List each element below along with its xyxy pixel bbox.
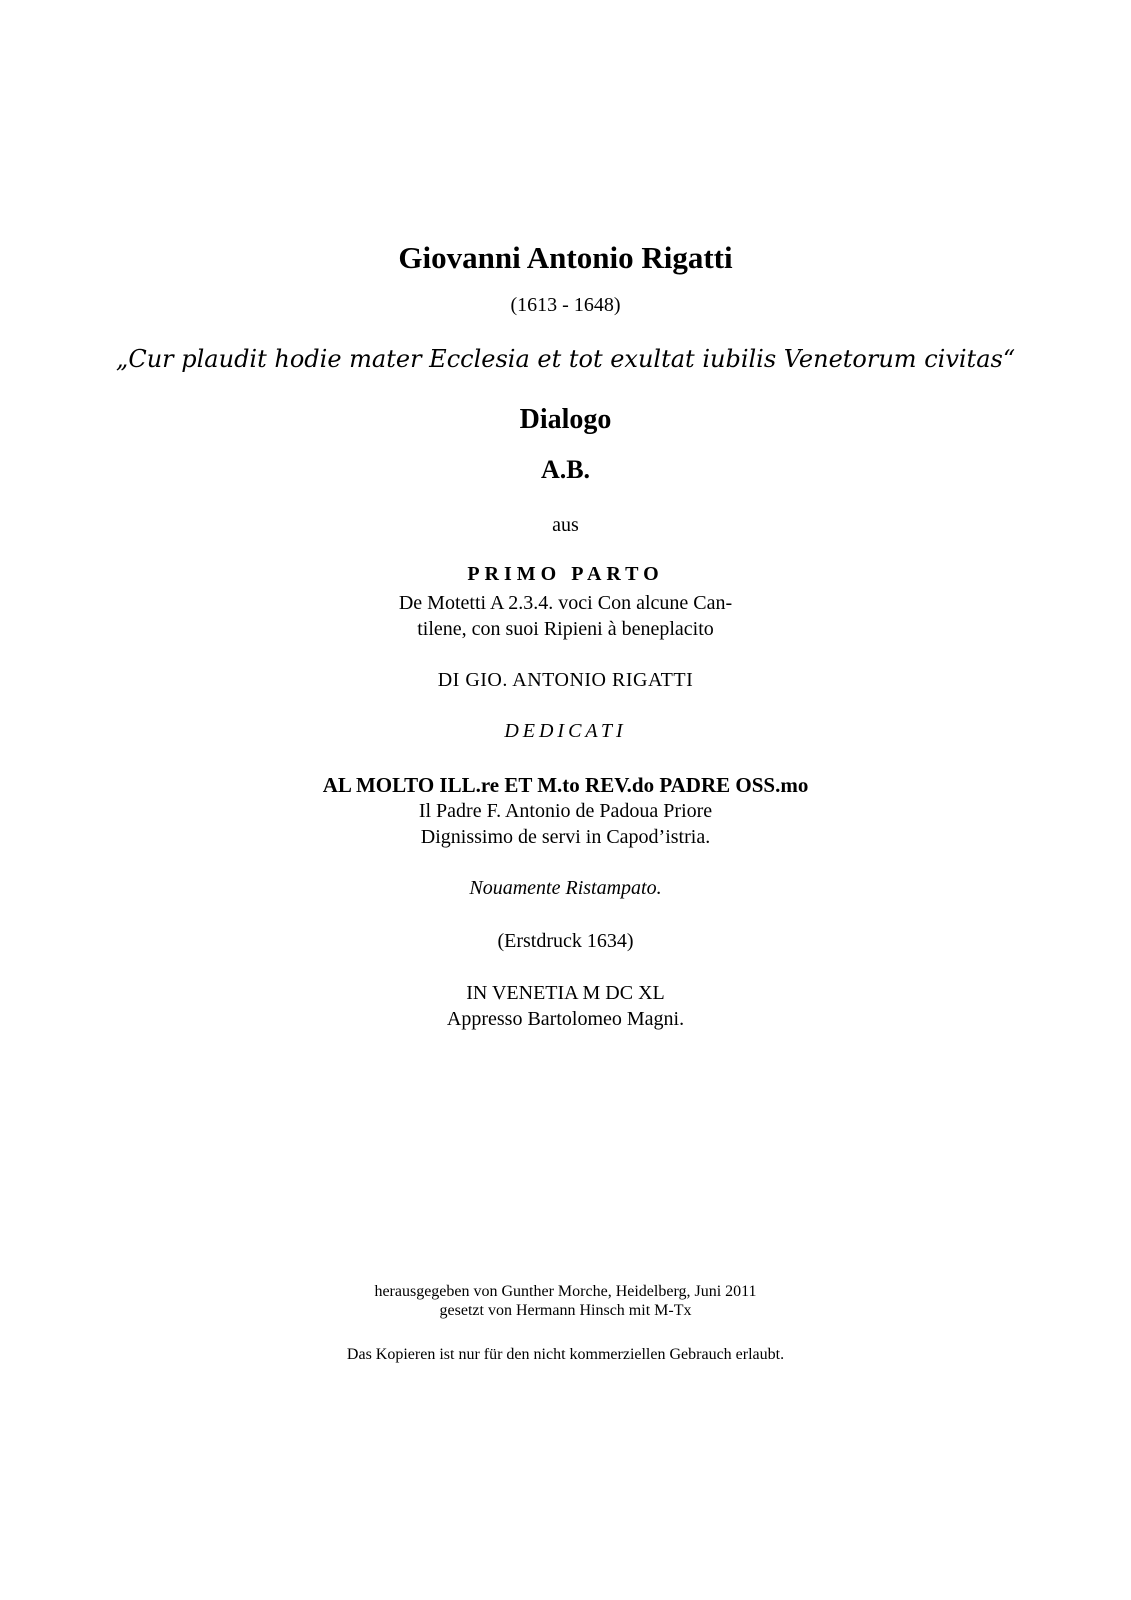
dedicatee-name: Il Padre F. Antonio de Padoua Priore: [418, 800, 713, 822]
source-composer-line: DI GIO. ANTONIO RIGATTI: [437, 669, 694, 691]
work-type: Dialogo: [519, 404, 612, 435]
aus-label: aus: [552, 514, 579, 536]
first-print-note: (Erstdruck 1634): [497, 930, 634, 952]
source-title: PRIMO PARTO: [467, 563, 664, 585]
composer-name: Giovanni Antonio Rigatti: [398, 240, 733, 275]
dedicatee-place: Dignissimo de servi in Capod’istria.: [420, 826, 711, 848]
composer-dates: (1613 - 1648): [510, 294, 621, 316]
voicing: A.B.: [540, 455, 591, 484]
source-subtitle-line2: tilene, con suoi Ripieni à beneplacito: [417, 618, 714, 640]
imprint-publisher: Appresso Bartolomeo Magni.: [446, 1008, 685, 1030]
copyright-note: Das Kopieren ist nur für den nicht kommerziellen Gebrauch erlaubt.: [346, 1346, 785, 1363]
source-subtitle-line1: De Motetti A 2.3.4. voci Con alcune Can-: [398, 592, 733, 614]
reprint-note: Nouamente Ristampato.: [469, 877, 662, 899]
dedicati-label: DEDICATI: [504, 720, 627, 742]
text-incipit: „Cur plaudit hodie mater Ecclesia et tot exultat iubilis Venetorum civitas“: [115, 345, 1016, 373]
dedicatee-title: AL MOLTO ILL.re ET M.to REV.do PADRE OSS.mo: [322, 773, 809, 797]
editor-credit: herausgegeben von Gunther Morche, Heidelberg, Juni 2011: [374, 1283, 757, 1300]
typesetter-credit: gesetzt von Hermann Hinsch mit M-Tx: [439, 1302, 692, 1319]
imprint-place: IN VENETIA M DC XL: [466, 982, 665, 1004]
